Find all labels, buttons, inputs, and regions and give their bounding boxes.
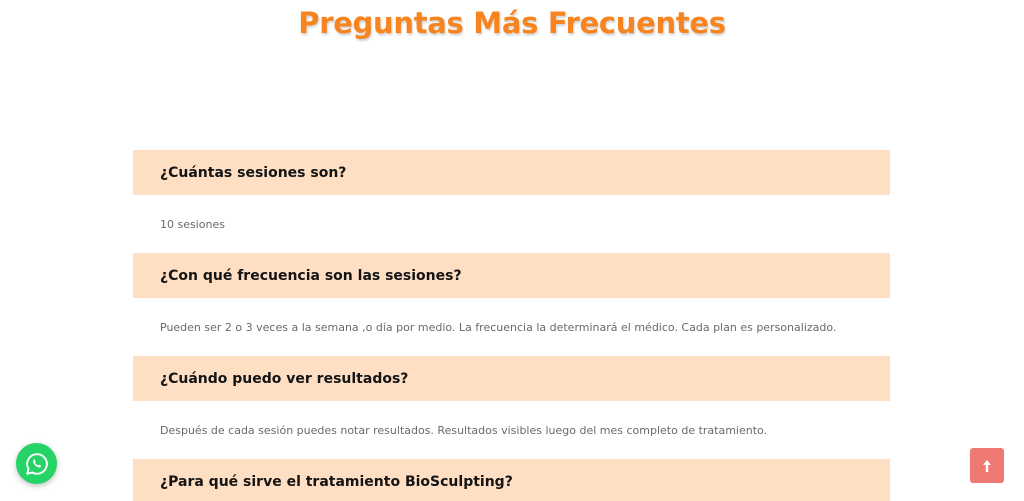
page-title: Preguntas Más Frecuentes bbox=[298, 6, 726, 40]
faq-item bbox=[133, 150, 890, 253]
faq-answer: Pueden ser 2 o 3 veces a la semana ,o día por medio. La frecuencia la determinará el médico. Cada plan es personalizado. bbox=[160, 320, 837, 334]
scroll-to-top-button[interactable] bbox=[970, 448, 1004, 483]
faq-question-text: ¿Con qué frecuencia son las sesiones? bbox=[160, 267, 462, 284]
faq-item bbox=[133, 356, 890, 459]
whatsapp-icon bbox=[25, 452, 49, 476]
faq-question-toggle[interactable] bbox=[133, 356, 890, 401]
faq-question-text: ¿Cuándo puedo ver resultados? bbox=[160, 370, 409, 387]
faq-list bbox=[133, 150, 890, 501]
arrow-up-icon bbox=[982, 459, 992, 473]
faq-question-text: ¿Cuántas sesiones son? bbox=[160, 164, 347, 181]
faq-question-toggle[interactable] bbox=[133, 253, 890, 298]
faq-question-text: ¿Para qué sirve el tratamiento BioSculpting? bbox=[160, 473, 513, 490]
faq-question-toggle[interactable] bbox=[133, 459, 890, 501]
faq-answer: 10 sesiones bbox=[160, 217, 225, 231]
faq-answer: Después de cada sesión puedes notar resultados. Resultados visibles luego del mes completo de tratamiento. bbox=[160, 423, 768, 437]
whatsapp-button[interactable] bbox=[16, 443, 57, 484]
faq-item bbox=[133, 253, 890, 356]
faq-item bbox=[133, 459, 890, 501]
faq-question-toggle[interactable] bbox=[133, 150, 890, 195]
